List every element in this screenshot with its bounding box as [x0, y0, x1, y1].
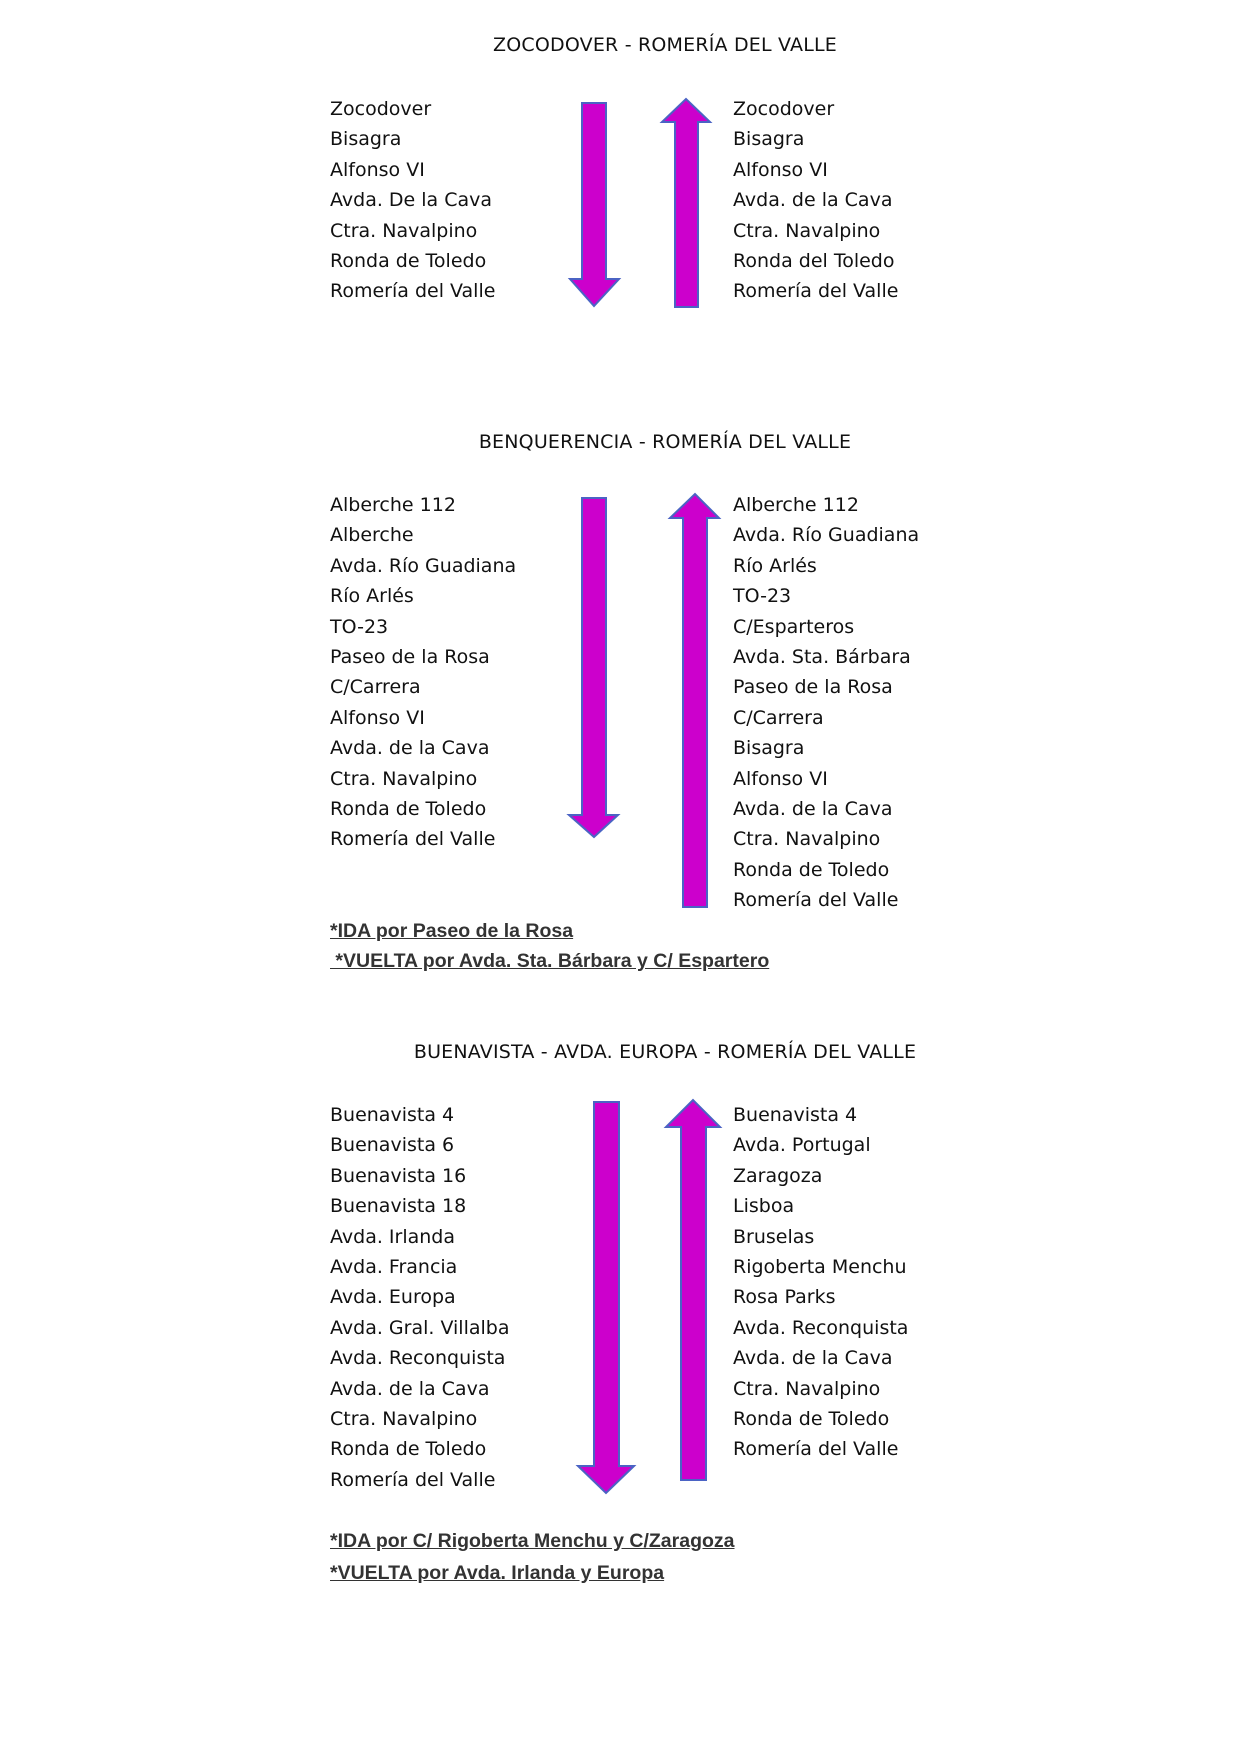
down-arrow-icon — [569, 498, 618, 837]
list-item: Ctra. Navalpino — [733, 219, 881, 242]
up-arrow-icon — [670, 494, 719, 907]
list-item: Buenavista 4 — [330, 1104, 455, 1126]
list-item: Alfonso VI — [733, 767, 828, 790]
list-item: Ctra. Navalpino — [733, 1377, 881, 1400]
list-item: Buenavista 16 — [330, 1164, 467, 1187]
list-item: Romería del Valle — [733, 1438, 899, 1461]
list-item: Zocodover — [330, 98, 432, 120]
section-2-note-ida: *IDA por Paseo de la Rosa — [330, 920, 574, 942]
list-item: Romería del Valle — [733, 280, 899, 303]
list-item: Zocodover — [733, 98, 835, 120]
list-item: Alberche 112 — [330, 494, 456, 516]
list-item: Avda. Gral. Villalba — [330, 1316, 510, 1339]
section-3-note-ida: *IDA por C/ Rigoberta Menchu y C/Zaragoza — [330, 1530, 735, 1552]
list-item: Avda. Francia — [330, 1255, 458, 1278]
list-item: C/Carrera — [733, 706, 824, 729]
list-item: Ronda del Toledo — [733, 249, 895, 272]
list-item: Avda. Europa — [330, 1286, 456, 1309]
list-item: Alfonso VI — [330, 706, 425, 729]
list-item: Ctra. Navalpino — [330, 219, 478, 242]
list-item: Avda. Río Guadiana — [733, 524, 920, 547]
list-item: Avda. De la Cava — [330, 189, 493, 212]
list-item: Buenavista 6 — [330, 1134, 455, 1157]
list-item: Bruselas — [733, 1225, 815, 1248]
list-item: Avda. de la Cava — [330, 1377, 490, 1400]
list-item: Alberche — [330, 524, 414, 547]
list-item: Río Arlés — [733, 554, 817, 577]
section-3-title: BUENAVISTA - AVDA. EUROPA - ROMERÍA DEL VALLE — [413, 1041, 917, 1063]
list-item: Río Arlés — [330, 585, 414, 608]
list-item: Ctra. Navalpino — [733, 828, 881, 851]
list-item: Avda. Río Guadiana — [330, 554, 517, 577]
list-item: Ronda de Toledo — [330, 797, 487, 820]
down-arrow-icon — [578, 1102, 634, 1493]
list-item: Zaragoza — [733, 1164, 823, 1187]
list-item: Ronda de Toledo — [733, 1407, 890, 1430]
list-item: Bisagra — [733, 737, 805, 760]
section-2-title: BENQUERENCIA - ROMERÍA DEL VALLE — [478, 431, 852, 453]
list-item: Avda. de la Cava — [330, 737, 490, 760]
list-item: Alfonso VI — [733, 158, 828, 181]
list-item: Alberche 112 — [733, 494, 859, 516]
list-item: C/Esparteros — [733, 615, 855, 638]
list-item: Buenavista 18 — [330, 1195, 467, 1218]
up-arrow-icon — [666, 1100, 720, 1480]
list-item: TO-23 — [330, 615, 389, 638]
list-item: C/Carrera — [330, 676, 421, 699]
list-item: Romería del Valle — [733, 889, 899, 912]
list-item: Paseo de la Rosa — [330, 645, 490, 668]
list-item: Ronda de Toledo — [733, 858, 890, 881]
list-item: Alfonso VI — [330, 158, 425, 181]
list-item: Ctra. Navalpino — [330, 1407, 478, 1430]
list-item: Rosa Parks — [733, 1286, 836, 1309]
down-arrow-icon — [570, 103, 619, 306]
list-item: Romería del Valle — [330, 828, 496, 851]
list-item: Paseo de la Rosa — [733, 676, 893, 699]
list-item: Lisboa — [733, 1195, 795, 1218]
list-item: Rigoberta Menchu — [733, 1255, 907, 1278]
list-item: Avda. de la Cava — [733, 1347, 893, 1370]
list-item: Avda. Portugal — [733, 1134, 871, 1157]
list-item: Romería del Valle — [330, 1468, 496, 1491]
list-item: Avda. Irlanda — [330, 1225, 455, 1248]
list-item: Ctra. Navalpino — [330, 767, 478, 790]
list-item: TO-23 — [733, 585, 792, 608]
section-3-note-vuelta: *VUELTA por Avda. Irlanda y Europa — [330, 1562, 665, 1584]
section-2-note-vuelta: *VUELTA por Avda. Sta. Bárbara y C/ Espartero — [330, 950, 770, 972]
up-arrow-icon — [662, 99, 710, 307]
section-1-title: ZOCODOVER - ROMERÍA DEL VALLE — [493, 34, 837, 56]
list-item: Avda. Reconquista — [733, 1316, 909, 1339]
list-item: Bisagra — [330, 128, 402, 151]
list-item: Ronda de Toledo — [330, 1438, 487, 1461]
list-item: Avda. Reconquista — [330, 1347, 506, 1370]
list-item: Ronda de Toledo — [330, 249, 487, 272]
list-item: Bisagra — [733, 128, 805, 151]
list-item: Avda. Sta. Bárbara — [733, 645, 911, 668]
list-item: Avda. de la Cava — [733, 797, 893, 820]
list-item: Buenavista 4 — [733, 1104, 858, 1126]
list-item: Avda. de la Cava — [733, 189, 893, 212]
list-item: Romería del Valle — [330, 280, 496, 303]
